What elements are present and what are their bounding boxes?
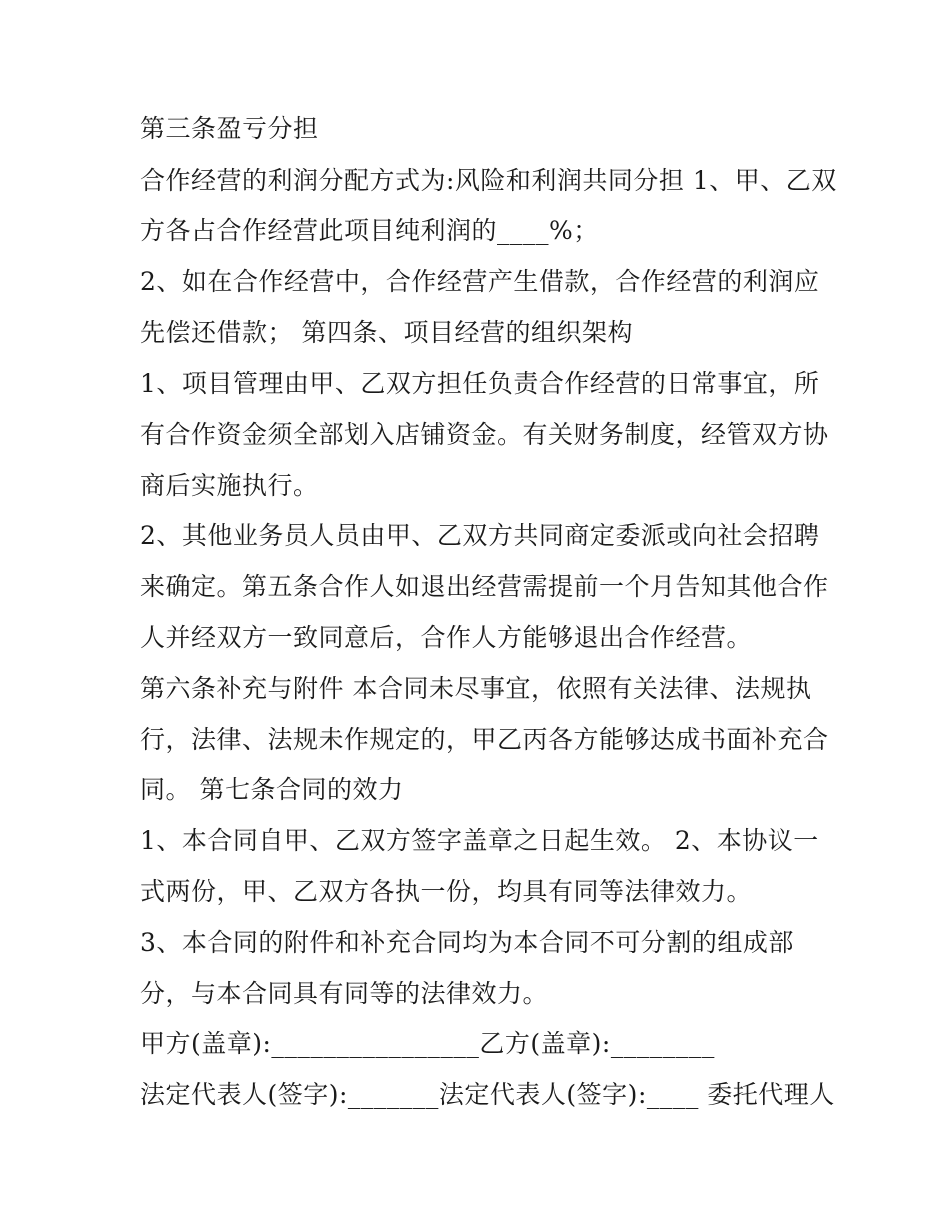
text-line: 行，法律、法规未作规定的，甲乙丙各方能够达成书面补充合 [140,725,829,754]
text-line: 1、本合同自甲、乙双方签字盖章之日起生效。 2、本协议一 [140,826,819,855]
text-line: 来确定。第五条合作人如退出经营需提前一个月告知其他合作 [140,572,829,601]
text-line: 人并经双方一致同意后，合作人方能够退出合作经营。 [140,623,753,652]
text-line: 方各占合作经营此项目纯利润的____%； [140,216,599,245]
text-line: 同。 第七条合同的效力 [140,775,404,804]
article-3-heading: 第三条盈亏分担 [140,114,319,143]
text-line: 先偿还借款； 第四条、项目经营的组织架构 [140,318,633,347]
text-line: 合作经营的利润分配方式为:风险和利润共同分担 1、甲、乙双 [140,166,837,195]
text-line: 有合作资金须全部划入店铺资金。有关财务制度，经管双方协 [140,420,829,449]
text-line: 分，与本合同具有同等的法律效力。 [140,979,549,1008]
signature-line-representative: 法定代表人(签字):_______法定代表人(签字):____ 委托代理人 [140,1080,835,1109]
text-line: 2、其他业务员人员由甲、乙双方共同商定委派或向社会招聘 [140,521,820,550]
text-line: 第六条补充与附件 本合同未尽事宜，依照有关法律、法规执 [140,674,812,703]
text-line: 2、如在合作经营中，合作经营产生借款，合作经营的利润应 [140,267,820,296]
text-line: 1、项目管理由甲、乙双方担任负责合作经营的日常事宜，所 [140,369,820,398]
text-line: 商后实施执行。 [140,471,319,500]
text-line: 式两份，甲、乙双方各执一份，均具有同等法律效力。 [140,877,753,906]
text-line: 3、本合同的附件和补充合同均为本合同不可分割的组成部 [140,928,794,957]
signature-line-seal: 甲方(盖章):________________乙方(盖章):________ [140,1029,715,1058]
